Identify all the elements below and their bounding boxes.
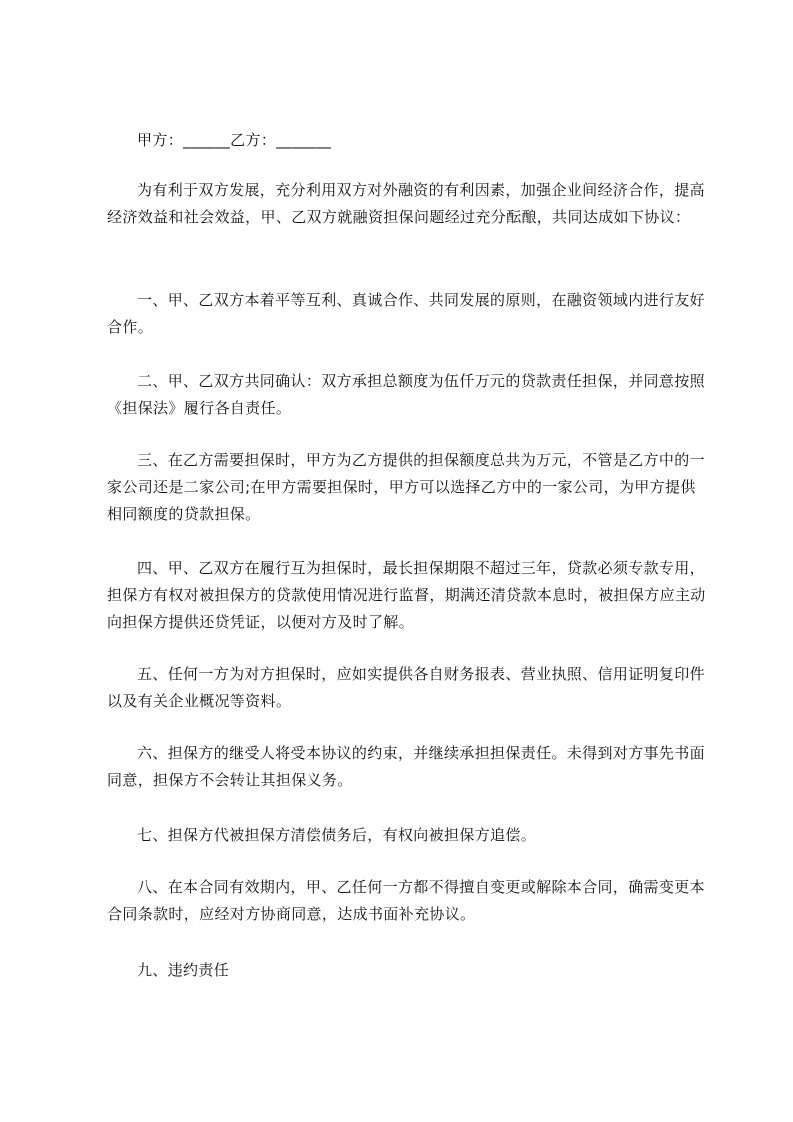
clause-2: 二、甲、乙双方共同确认：双方承担总额度为伍仟万元的贷款责任担保，并同意按照《担保法》履行各自责任。 [107, 372, 705, 417]
clause-3: 三、在乙方需要担保时，甲方为乙方提供的担保额度总共为万元，不管是乙方中的一家公司还是二家公司;在甲方需要担保时，甲方可以选择乙方中的一家公司，为甲方提供相同额度的贷款担保。 [107, 451, 705, 523]
parties-line: 甲方：______乙方：_______ [137, 131, 332, 149]
clause-4: 四、甲、乙双方在履行互为担保时，最长担保期限不超过三年，贷款必须专款专用，担保方有权对被担保方的贷款使用情况进行监督，期满还清贷款本息时，被担保方应主动向担保方提供还贷凭证，以便对方及时了解。 [107, 559, 706, 631]
clause-9-heading: 九、违约责任 [137, 961, 230, 979]
intro-paragraph: 为有利于双方发展，充分利用双方对外融资的有利因素，加强企业间经济合作，提高经济效益和社会效益，甲、乙双方就融资担保问题经过充分酝酿，共同达成如下协议： [107, 181, 705, 226]
clause-7: 七、担保方代被担保方清偿债务后，有权向被担保方追偿。 [137, 826, 537, 844]
clause-6: 六、担保方的继受人将受本协议的约束，并继续承担担保责任。未得到对方事先书面同意，担保方不会转让其担保义务。 [107, 744, 705, 789]
clause-5: 五、任何一方为对方担保时，应如实提供各自财务报表、营业执照、信用证明复印件以及有关企业概况等资料。 [107, 665, 705, 710]
clause-8: 八、在本合同有效期内，甲、乙任何一方都不得擅自变更或解除本合同，确需变更本合同条款时，应经对方协商同意，达成书面补充协议。 [107, 878, 705, 923]
clause-1: 一、甲、乙双方本着平等互利、真诚合作、共同发展的原则，在融资领域内进行友好合作。 [107, 291, 705, 336]
